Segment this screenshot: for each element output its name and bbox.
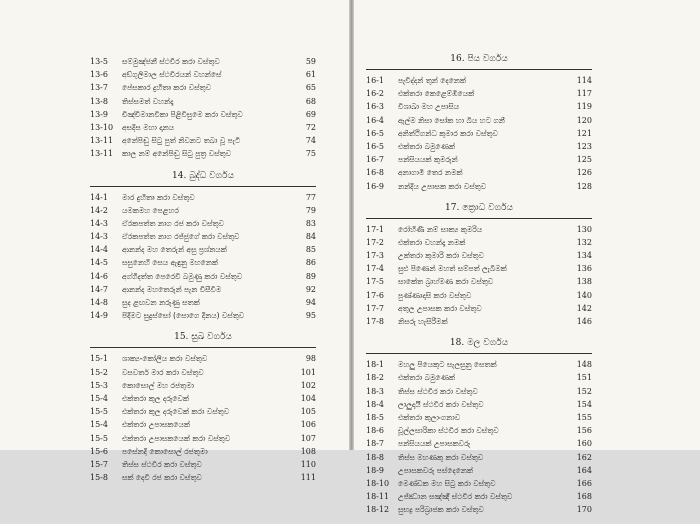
entry-title: පේසකාර දුහිතෘ කරා වස්තුව [122,83,211,93]
entry-number: 17-5 [366,277,384,287]
page-number: 156 [576,426,592,436]
entry-title: කොසොල් මහ රජතුමා [122,380,194,390]
page-number: 132 [576,237,592,247]
page-number: 108 [300,446,316,456]
entry-number: 13-10 [90,122,114,132]
entry-number: 18-10 [366,478,390,488]
entry-title: විශාඛා මහ උපාසිය [398,102,460,112]
toc-row [90,392,316,405]
entry-number: 15-8 [90,473,108,483]
entry-title: අග්ගිදත්ත පෙරෙවි බමුණු කරා වස්තුව [122,271,243,281]
toc-row [366,262,592,275]
entry-number: 14-7 [90,284,108,294]
section-heading: 14. බුද්ධ වර්ගය [90,169,316,187]
entry-title: ආනන්ද මහ තෙරුන් අසු ප්‍රශ්නයක් [122,245,227,255]
entry-title: සාකේත බ්‍රාහ්මණ කරා වස්තුව [398,277,494,287]
entry-title: අසදිස මහා දානය [122,122,175,132]
entry-number: 15-5 [90,407,108,417]
entry-number: 14-3 [90,232,108,242]
entry-number: 15-2 [90,367,108,377]
toc-column-right [366,52,592,524]
page-number: 94 [305,298,316,307]
toc-row [90,432,316,445]
toc-row [90,256,316,269]
entry-number: 16-8 [366,168,384,178]
page-number: 83 [305,218,316,228]
toc-row [366,424,592,437]
toc-row [366,490,592,503]
entry-number: 18-1 [366,360,384,370]
page-number: 110 [300,459,316,469]
entry-number: 13-5 [90,57,108,66]
entry-title: උක්තරා කුමාරි කරා වස්තුව [398,251,484,261]
entry-title: නන්දිය උපාසක කරා වස්තුව [398,181,487,191]
page-number: 162 [576,452,592,462]
toc-section [90,55,316,161]
page-number: 125 [576,155,592,165]
page-number: 95 [305,311,316,321]
entry-title: රෝහිණී නම් සාක්‍ය කුමරිය [398,224,483,234]
entry-title: තිස්ස ස්ථවිර කරා වස්තුව [398,386,478,396]
entry-number: 18-12 [366,505,390,515]
entry-title: ශාක්‍ය-කෝලිය කරා වස්තුව [122,354,208,364]
entry-title: අඞ්ගුලිමාල ස්ථවිරයන් වහන්සේ [122,70,222,80]
page-number: 166 [576,478,592,488]
toc-row [90,243,316,256]
entry-number: 15-7 [90,459,108,469]
toc-row [366,411,592,424]
page-number: 101 [300,367,316,377]
entry-title: සුද ළඟවන නරුණු සතක් [122,298,200,307]
toc-row [90,445,316,458]
toc-row [366,114,592,127]
entry-number: 13-11 [90,136,114,146]
toc-row [366,249,592,262]
entry-number: 15-6 [90,446,108,456]
page-number: 72 [305,122,316,132]
toc-row [366,153,592,166]
toc-row [90,270,316,283]
toc-row [366,223,592,236]
page-number: 134 [576,251,592,261]
entry-number: 16-7 [366,155,384,165]
entry-title: චිඤ්චිමානවිකා පිළිවිසුමෙ කරා වස්තුව [122,109,243,119]
page-number: 61 [305,70,316,80]
page-number: 98 [305,354,316,364]
toc-row [90,366,316,379]
section-heading: 18. මල වර්ගය [366,336,592,354]
page-number: 107 [300,433,316,443]
page-number: 130 [576,224,592,234]
toc-row [90,108,316,121]
entry-number: 17-2 [366,237,384,247]
entry-number: 13-6 [90,70,108,80]
entry-number: 16-3 [366,102,384,112]
toc-row [90,55,316,68]
entry-title: යමකමහ පෙළහර [122,205,179,215]
right-page [354,0,700,515]
entry-number: 16-5 [366,141,384,151]
entry-number: 17-1 [366,224,384,234]
page-number: 126 [576,168,592,178]
page-number: 170 [576,505,592,515]
page-number: 69 [305,109,316,119]
toc-row [366,385,592,398]
entry-title: වසවර්ත මාර කරා වස්තුව [122,367,204,377]
toc-row [366,140,592,153]
page-number: 160 [576,439,592,449]
page-number: 92 [305,284,316,294]
entry-title: සම්මුඤ්ජනී ස්ථවිර කරා වස්තුව [122,57,220,66]
entry-title: පසේනදි කොසොල් රජතුමා [122,446,208,456]
page-number: 59 [305,57,316,66]
entry-number: 17-3 [366,251,384,261]
page-number: 86 [305,258,316,268]
entry-number: 14-4 [90,245,108,255]
entry-number: 18-2 [366,373,384,383]
page-number: 105 [300,407,316,417]
entry-number: 17-7 [366,303,384,313]
page-number: 121 [576,128,592,138]
toc-row [90,81,316,94]
page-number: 152 [576,386,592,396]
entry-number: 15-3 [90,380,108,390]
entry-number: 15-4 [90,393,108,403]
toc-row [366,236,592,249]
entry-title: එක්තරා වහන්දෑ නමක් [398,237,466,247]
page-number: 77 [305,192,316,202]
entry-title: ඒරකපත්ත නාග රජ්ජුගේ කරා වස්තුව [122,232,240,242]
entry-title: තිස්සමත් වහන්දෑ [122,96,174,106]
entry-number: 14-1 [90,192,108,202]
entry-title: එක්තරා උපාසකයෙක් කරා වස්තුව [122,433,231,443]
entry-number: 16-5 [366,128,384,138]
entry-title: මාර දුහිතෘ කරා වස්තුව [122,192,195,202]
page-number: 146 [576,317,592,326]
entry-title: එක්තරා බමුණෙක් [398,141,456,151]
entry-title: සුභද්‍ර පරිබ්‍රාජක කරා වස්තුව [398,505,484,515]
entry-title: උජ්ඣාන සඤ්ඤී ස්ථවිර කරා වස්තුව [398,492,513,502]
entry-title: තිස්ස මහණකු කරා වස්තුව [398,452,484,462]
entry-title: ඇල්ම නිසා සෝක හා බිය හට ගනී [398,115,505,125]
toc-row [90,217,316,230]
entry-number: 16-1 [366,76,384,85]
toc-row [90,471,316,484]
entry-number: 18-5 [366,412,384,422]
entry-title: අතුල උපාසක කරා වස්තුව [398,303,482,313]
entry-number: 18-7 [366,439,384,449]
page-number: 106 [300,420,316,430]
entry-title: සක් දෙවි රජ කරා වස්තුව [122,473,202,483]
page-number: 104 [300,393,316,403]
page-number: 74 [305,136,316,146]
toc-row [90,230,316,243]
toc-row [90,458,316,471]
entry-title: උපාසකවරු පස්දෙනෙක් [398,465,473,475]
entry-title: එක්තරා කුල දරුවෙක් [122,393,190,403]
entry-title: පන්සියයක් උපාසකවරු [398,439,471,449]
page-number: 79 [305,205,316,215]
entry-title: එක්තරා කුල දරුවෙක් කරා වස්තුව [122,407,230,417]
entry-number: 18-8 [366,452,384,462]
entry-title: අනේපිඬු සිටු පුත් නිවනට තබා වූ පැටි [122,136,241,146]
page-number: 75 [305,149,316,159]
page-number: 154 [576,399,592,409]
page-number: 123 [576,141,592,151]
toc-row [366,74,592,87]
entry-title: පන්සියයක් කුමරුන් [398,155,458,165]
entry-number: 17-6 [366,290,384,300]
entry-title: මෙණ්ඩක මහ සිටු කරා වස්තුව [398,478,496,488]
toc-row [90,134,316,147]
page-number: 155 [576,412,592,422]
toc-row [90,418,316,431]
page-number: 164 [576,465,592,475]
entry-number: 17-8 [366,317,384,326]
entry-title: සසුනෙහි සෙය ඇඳුනු මහනෙක් [122,258,218,268]
section-heading: 15. සුඛ වර්ගය [90,330,316,348]
page-number: 138 [576,277,592,287]
page-number: 85 [305,245,316,255]
toc-row [366,315,592,328]
entry-number: 18-11 [366,492,390,502]
toc-row [366,180,592,193]
entry-title: තිස්ස ස්ථවිර කරා වස්තුව [122,459,202,469]
toc-row [366,371,592,384]
toc-row [90,283,316,296]
entry-title: නිසරු හැසිරීමක් [398,317,448,326]
entry-number: 13-7 [90,83,108,93]
toc-row [366,302,592,315]
entry-number: 13-11 [90,149,114,159]
page-number: 84 [305,232,316,242]
entry-number: 17-4 [366,264,384,274]
entry-title: ආනන්ද මහතෙරුන් පැන විසීවීම [122,284,222,294]
page-number: 128 [576,181,592,191]
toc-row [366,398,592,411]
toc-section [90,169,316,323]
toc-row [90,352,316,365]
toc-row [366,289,592,302]
left-page [0,0,349,483]
toc-row [90,296,316,309]
toc-row [366,503,592,516]
entry-number: 18-3 [366,386,384,396]
toc-row [366,275,592,288]
toc-section [90,330,316,484]
page-number: 119 [576,102,592,112]
entry-number: 14-8 [90,298,108,307]
section-heading: 16. පිය වර්ගය [366,52,592,70]
toc-row [90,379,316,392]
toc-section [366,201,592,329]
page-number: 142 [576,303,592,313]
page-number: 111 [300,473,316,483]
toc-row [90,121,316,134]
entry-number: 15-5 [90,433,108,443]
page-number: 140 [576,290,592,300]
entry-title: ඒරකපත්ත නාග රජ කරා වස්තුව [122,218,224,228]
page-number: 168 [576,492,592,502]
entry-number: 18-9 [366,465,384,475]
page-number: 117 [576,89,592,99]
toc-column-left [90,55,316,492]
toc-row [366,437,592,450]
entry-number: 16-2 [366,89,384,99]
entry-title: අනිත්ථිගන්ධ කුමාර කරා වස්තුව [398,128,498,138]
toc-section [366,52,592,193]
toc-row [90,95,316,108]
entry-number: 15-1 [90,354,108,364]
toc-row [366,477,592,490]
entry-number: 14-5 [90,258,108,268]
entry-number: 15-4 [90,420,108,430]
entry-number: 14-3 [90,218,108,228]
entry-number: 14-9 [90,311,108,321]
entry-title: එක්තරා කුලාංගනාව [398,412,461,422]
toc-row [90,405,316,418]
entry-number: 14-2 [90,205,108,215]
page-number: 89 [305,271,316,281]
toc-row [366,166,592,179]
page-number: 136 [576,264,592,274]
toc-row [90,309,316,322]
page-number: 114 [576,76,592,85]
entry-number: 18-6 [366,426,384,436]
entry-number: 18-4 [366,399,384,409]
toc-row [90,147,316,160]
entry-title: පැවිද්දන් තුන් දෙනෙක් [398,76,466,85]
entry-title: එක්තරා කෙළෙම්ඹියෙක් [398,89,475,99]
entry-title: පිදීමට සුදුස්සෝ (සොගෙ දිනය) වස්තුව [122,311,245,321]
entry-title: පුණ්ණාදාසි කරා වස්තුව [398,290,472,300]
page-number: 120 [576,115,592,125]
entry-title: කාල නම් අනේපිඬු සිටු පුත්‍ර වස්තුව [122,149,232,159]
section-heading: 17. ක්‍රොධ වර්ගය [366,201,592,219]
entry-number: 13-9 [90,109,108,119]
entry-number: 13-8 [90,96,108,106]
page-number: 65 [305,83,316,93]
toc-row [90,191,316,204]
entry-title: එක්තරා උපාසකයෙක් [122,420,190,430]
toc-row [366,100,592,113]
entry-title: මහලු පියෙකුට සැලසුනු සෙතක් [398,360,497,370]
entry-number: 14-6 [90,271,108,281]
page-number: 68 [305,96,316,106]
toc-row [366,451,592,464]
entry-number: 16-4 [366,115,384,125]
entry-title: එක්තරා බමුණෙක් [398,373,456,383]
page-number: 151 [576,373,592,383]
page-number: 148 [576,360,592,370]
toc-row [366,87,592,100]
entry-title: සුළු පිණෙන් මහත් සම්පත් ලැබීමක් [398,264,507,274]
toc-row [366,358,592,371]
entry-title: ලාලුදායී ස්ථවිර කරා වස්තුව [398,399,484,409]
entry-number: 16-9 [366,181,384,191]
entry-title: අනාගාමී තෙර නමක් [398,168,463,178]
entry-title: චූල්ලසාරිකා ස්ථවිර කරා වස්තුව [398,426,499,436]
toc-row [366,464,592,477]
page-number: 102 [300,380,316,390]
toc-row [90,204,316,217]
toc-section [366,336,592,516]
toc-row [90,68,316,81]
toc-row [366,127,592,140]
